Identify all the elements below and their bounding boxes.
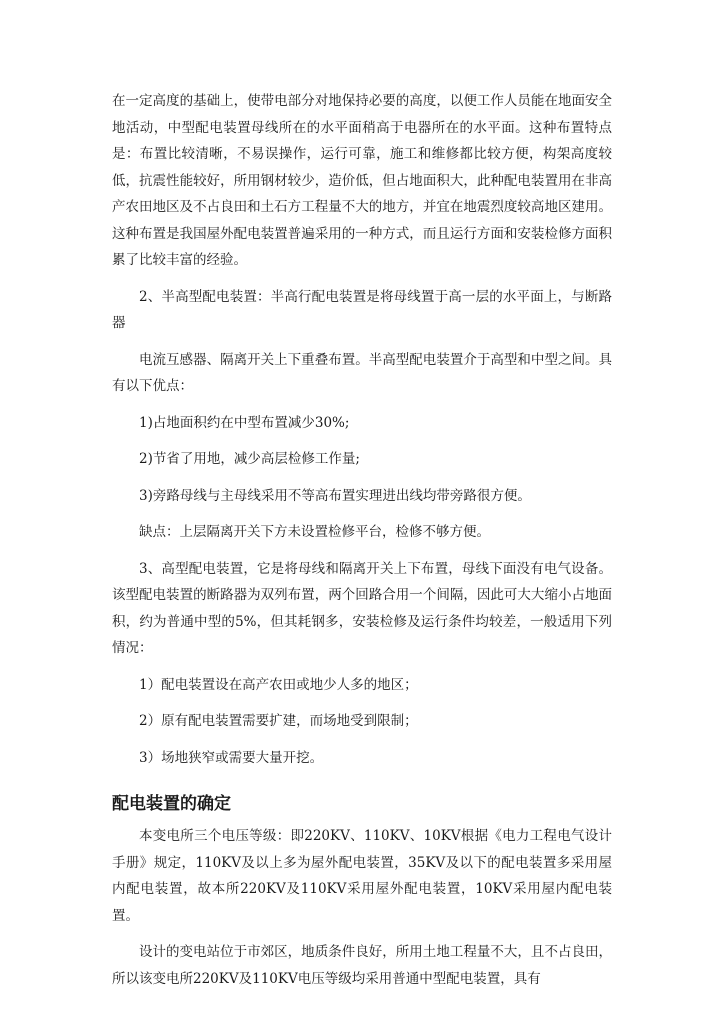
list-item-application-2: 2）原有配电装置需要扩建，而场地受到限制； bbox=[139, 713, 418, 729]
paragraph-middle-type-description: 在一定高度的基础上，使带电部分对地保持必要的高度，以便工作人员能在地面安全地活动，中型配电装置母线所在的水平面稍高于电器所在的水平面。这种布置特点是：布置比较清晰，不易误操作，运行可靠，施工和维修都比较方便，构架高度较低，抗震性能较好，所用钢材较少，造价低，但占地面积大，此种配电装置用在非高产农田地区及不占良田和土石方工程量不大的地方，并宜在地震烈度较高地区建用。这种布置是我国屋外配电装置普遍采用的一种方式，而且运行方面和安装检修方面积累了比较丰富的经验。 bbox=[112, 93, 612, 268]
list-item-advantage-1: 1)占地面积约在中型布置减少30%; bbox=[139, 414, 350, 431]
document-body bbox=[112, 88, 612, 1002]
list-item-application-3: 3）场地狭窄或需要大量开挖。 bbox=[139, 749, 324, 766]
paragraph-semi-high-type-intro: 2、半高型配电装置：半高行配电装置是将母线置于高一层的水平面上，与断路器 bbox=[112, 288, 612, 331]
paragraph-voltage-levels: 本变电所三个电压等级：即220KV、110KV、10KV根据《电力工程电气设计手册》规定，110KV及以上多为屋外配电装置，35KV及以下的配电装置多采用屋内配电装置，故本所220KV及110KV采用屋外配电装置，10KV采用屋内配电装置。 bbox=[112, 828, 612, 924]
paragraph-site-conditions: 设计的变电站位于市郊区，地质条件良好，所用土地工程量不大，且不占良田，所以该变电所220KV及110KV电压等级均采用普通中型配电装置，具有 bbox=[112, 944, 612, 987]
list-item-advantage-3: 3)旁路母线与主母线采用不等高布置实理进出线均带旁路很方便。 bbox=[139, 487, 531, 504]
list-item-advantage-2: 2)节省了用地，减少高层检修工作量; bbox=[139, 451, 360, 467]
paragraph-high-type-description: 3、高型配电装置，它是将母线和隔离开关上下布置，母线下面没有电气设备。该型配电装置的断路器为双列布置，两个回路合用一个间隔，因此可大大缩小占地面积，约为普通中型的5%，但其耗钢多，安装检修及运行条件均较差，一般适用下列情况： bbox=[112, 560, 612, 656]
paragraph-disadvantage: 缺点：上层隔离开关下方未设置检修平台，检修不够方便。 bbox=[139, 524, 490, 540]
list-item-application-1: 1）配电装置设在高产农田或地少人多的地区； bbox=[139, 676, 418, 693]
paragraph-semi-high-type-continued: 电流互感器、隔离开关上下重叠布置。半高型配电装置介于高型和中型之间。具有以下优点： bbox=[112, 351, 612, 394]
section-heading: 配电装置的确定 bbox=[112, 794, 231, 814]
